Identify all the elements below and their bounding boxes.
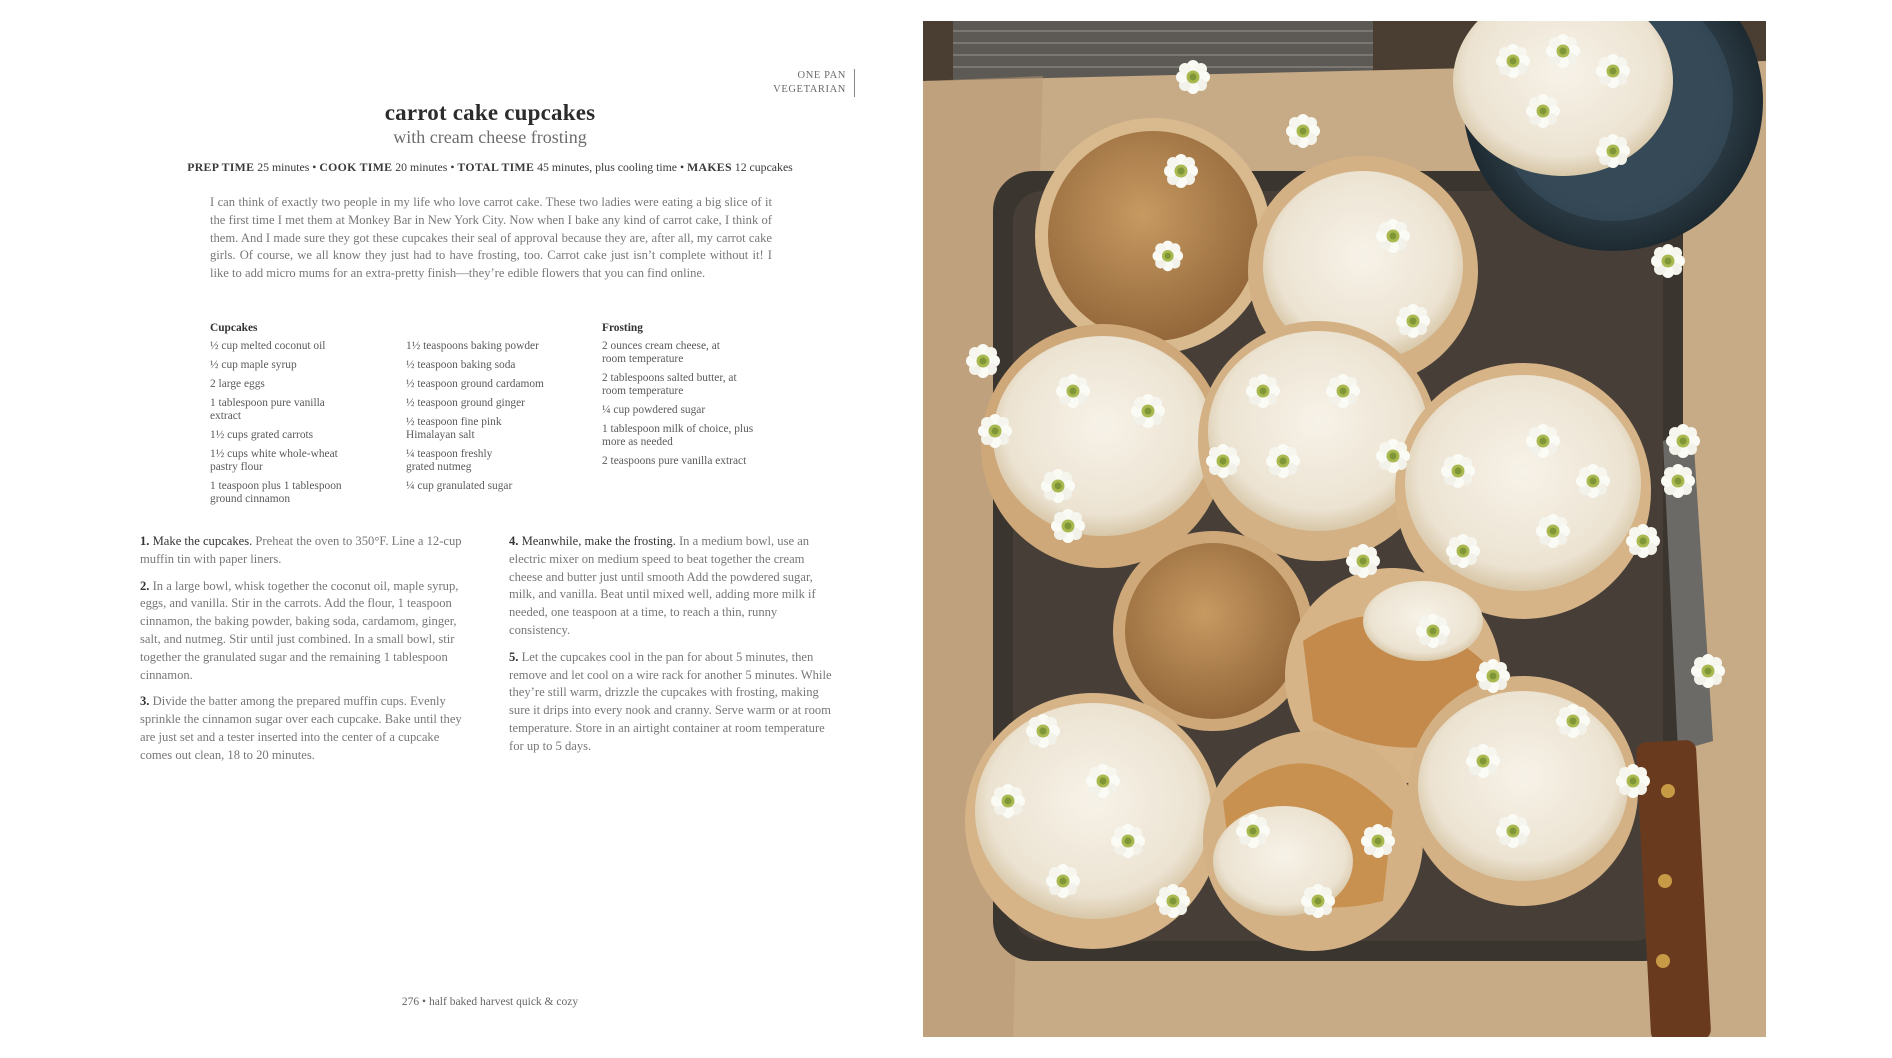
cupcakes-heading: Cupcakes	[210, 322, 258, 334]
step-lead: Meanwhile, make the frosting.	[521, 534, 676, 548]
page-number: 276	[401, 996, 420, 1008]
step-text: In a large bowl, whisk together the coconut oil, maple syrup, eggs, and vanilla. Stir in the carrots. Add the flour, 1 teaspoon cinnamon, the baking powder, baking soda, cardamom, ginger, salt, and nutmeg. Stir until just combined. In a small bowl, stir together the granulated sugar and the remaining 1 tablespoon cinnamon.	[140, 578, 459, 682]
meta-sep: •	[309, 160, 320, 174]
cook-value: 20 minutes	[395, 160, 448, 174]
ingredients-cupcakes-col1	[210, 322, 385, 512]
ingredient-item: ¼ teaspoon freshly grated nutmeg	[406, 448, 493, 473]
ingredient-item: ½ teaspoon ground cardamom	[406, 378, 544, 390]
step-lead: Make the cupcakes.	[152, 534, 253, 548]
cupcakes-illustration	[923, 21, 1766, 1037]
meta-sep: •	[447, 160, 458, 174]
method-step-5	[509, 649, 839, 756]
ingredient-item: ½ teaspoon baking soda	[406, 359, 516, 371]
meta-sep: •	[677, 160, 688, 174]
step-number: 4.	[509, 534, 519, 548]
ingredient-item: 2 tablespoons salted butter, at room temperature	[602, 372, 737, 397]
method-right	[509, 533, 839, 765]
ingredient-item: 1 teaspoon plus 1 tablespoon ground cinnamon	[210, 480, 342, 505]
chapter-line-2: VEGETARIAN	[773, 84, 846, 95]
step-text: Divide the batter among the prepared muffin cups. Evenly sprinkle the cinnamon sugar over each cupcake. Bake until they are just set and a tester inserted into the center of a cupcake comes out clean, 18 to 20 minutes.	[140, 694, 462, 762]
step-text: In a medium bowl, use an electric mixer on medium speed to beat together the cream cheese and butter just until smooth Add the powdered sugar, milk, and vanilla. Beat until mixed well, adding more milk if needed, one teaspoon at a time, to reach a thin, runny consistency.	[509, 534, 816, 637]
method-step-3	[140, 693, 470, 764]
step-number: 3.	[140, 694, 150, 709]
frosting-heading: Frosting	[602, 322, 643, 334]
method-step-1	[140, 533, 470, 569]
ingredient-item: ½ teaspoon fine pink Himalayan salt	[406, 416, 502, 441]
step-text: Let the cupcakes cool in the pan for about 5 minutes, then remove and let cool on a wire rack for another 5 minutes. While they’re still warm, drizzle the cupcakes with frosting, making sure it drips into every nook and cranny. Serve warm or at room temperature. Store in an airtight container at room temperature for up to 5 days.	[509, 649, 832, 753]
step-number: 1.	[140, 534, 150, 548]
recipe-meta	[140, 160, 840, 175]
step-text: Preheat the oven to 350°F. Line a 12-cup muffin tin with paper liners.	[140, 534, 462, 566]
chapter-line-1: ONE PAN	[797, 70, 846, 81]
ingredient-item: 1 tablespoon pure vanilla extract	[210, 397, 325, 422]
ingredient-item: 1½ cups white whole-wheat pastry flour	[210, 448, 338, 473]
makes-label: MAKES	[687, 160, 732, 174]
recipe-title: carrot cake cupcakes	[384, 100, 596, 125]
ingredient-item: 2 teaspoons pure vanilla extract	[602, 455, 747, 467]
makes-value: 12 cupcakes	[734, 160, 793, 174]
total-value: 45 minutes, plus cooling time	[537, 160, 678, 174]
prep-value: 25 minutes	[257, 160, 310, 174]
page-footer	[340, 996, 640, 1008]
ingredients-frosting	[602, 322, 787, 474]
ingredient-item: 2 ounces cream cheese, at room temperature	[602, 340, 720, 365]
ingredient-item: ½ teaspoon ground ginger	[406, 397, 525, 409]
recipe-subtitle: with cream cheese frosting	[393, 127, 587, 147]
book-title: half baked harvest quick & cozy	[428, 996, 579, 1008]
cupcakes-photo	[923, 21, 1766, 1037]
step-number: 2.	[140, 578, 150, 593]
ingredients-cupcakes-col2	[406, 322, 586, 499]
method-step-2	[140, 578, 470, 685]
footer-sep: •	[419, 996, 429, 1008]
chapter-tag	[740, 69, 855, 97]
total-label: TOTAL TIME	[457, 160, 535, 174]
ingredient-item: 2 large eggs	[210, 378, 265, 390]
recipe-intro: I can think of exactly two people in my life who love carrot cake. These two ladies were eating a big slice of it the first time I met them at Monkey Bar in New York City. Now when I bake any kind of carrot cake, I think of them. And I made sure they got these cupcakes their seal of approval because they are, after all, my carrot cake girls. Of course, we all know they just had to have frosting, too. Carrot cake just isn’t complete without it! I like to add micro mums for an extra-pretty finish—they’re edible flowers that you can find online.	[210, 195, 772, 281]
ingredient-item: ½ cup melted coconut oil	[210, 340, 326, 352]
cook-label: COOK TIME	[319, 160, 393, 174]
method-step-4	[509, 533, 839, 640]
ingredient-item: 1½ cups grated carrots	[210, 429, 314, 441]
ingredient-item: ¼ cup granulated sugar	[406, 480, 513, 492]
ingredient-item: 1½ teaspoons baking powder	[406, 340, 539, 352]
ingredient-item: ¼ cup powdered sugar	[602, 404, 706, 416]
ingredient-item: 1 tablespoon milk of choice, plus more as needed	[602, 423, 754, 448]
prep-label: PREP TIME	[187, 160, 255, 174]
ingredient-item: ½ cup maple syrup	[210, 359, 297, 371]
step-number: 5.	[509, 649, 519, 664]
method-left	[140, 533, 470, 774]
